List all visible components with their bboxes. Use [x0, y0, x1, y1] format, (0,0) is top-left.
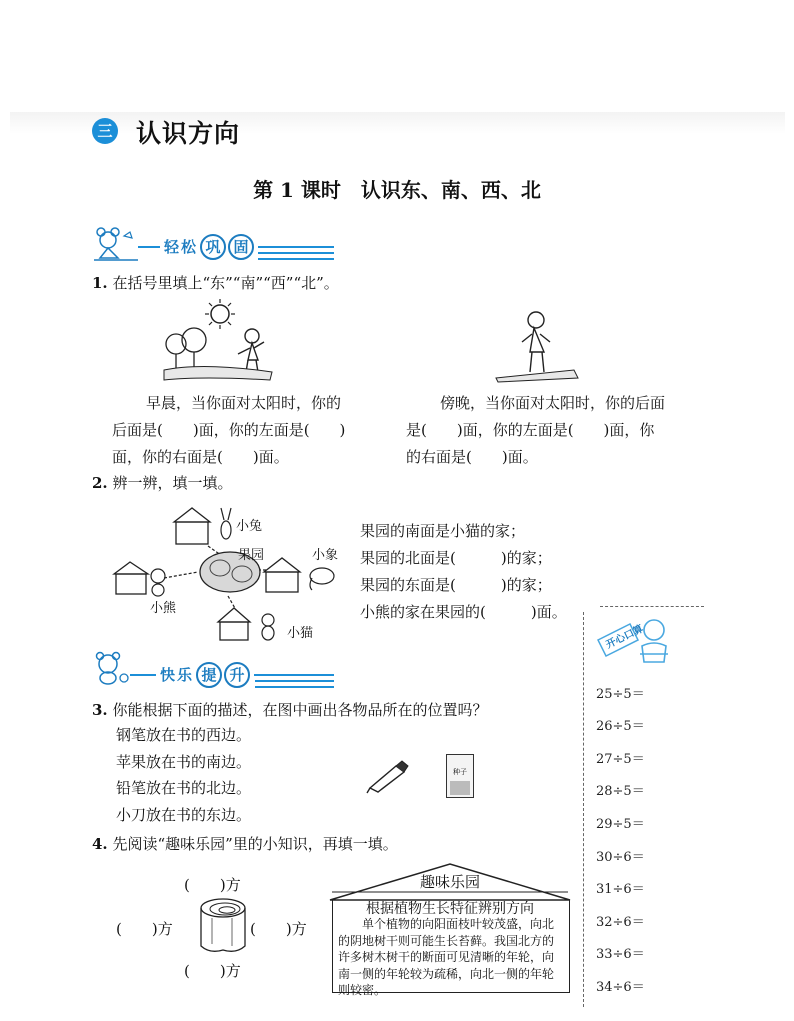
- lesson-title: 第 1 课时 认识东、南、西、北: [253, 178, 541, 202]
- banner-circle-char: 巩: [200, 234, 226, 260]
- book-cover-art: [450, 781, 470, 795]
- section-banner-consolidate: [160, 234, 258, 260]
- fun-garden-heading: 根据植物生长特征辨别方向: [366, 901, 534, 917]
- text-line: 早晨，当你面对太阳时，你的: [146, 394, 342, 412]
- cat-icon: [262, 614, 274, 640]
- text-line: 钢笔放在书的西边。: [116, 726, 252, 744]
- fun-garden-text: 单个植物的向阳面枝叶较茂盛，向北的阴地树干则可能生长苔藓。我国北方的许多树木树干的断面可见清晰的年轮，向南一侧的年轮较为疏稀，向北一侧的年轮则较密。: [338, 917, 555, 997]
- drill-item: 28÷5＝: [596, 784, 645, 799]
- morning-scene-illustration: [162, 298, 282, 384]
- shadow-icon: [496, 370, 578, 382]
- banner-label: 轻松: [164, 238, 199, 256]
- label-elephant: 小象: [312, 548, 339, 563]
- question-number: 2.: [92, 474, 108, 492]
- bear-mascot-icon: [92, 650, 132, 686]
- label-bear: 小熊: [150, 601, 177, 616]
- banner-circle-char: 固: [228, 234, 254, 260]
- stump-blank-right: ( )方: [250, 920, 307, 938]
- banner-circle-char: 升: [224, 662, 250, 688]
- question-number: 3.: [92, 701, 108, 719]
- question-2: [92, 470, 232, 496]
- question-3: [92, 697, 487, 723]
- drill-item: 34÷6＝: [596, 980, 645, 995]
- text-line: 是( )面，你的左面是( )面，你: [406, 421, 655, 439]
- sidebar-title: 开心口算: [604, 623, 646, 652]
- question-4: [92, 831, 398, 857]
- text-line: 铅笔放在书的北边。: [116, 779, 252, 797]
- question-text: 辨一辨，填一填。: [112, 474, 233, 492]
- label-rabbit: 小兔: [236, 519, 263, 534]
- bear-house-icon: [114, 562, 148, 594]
- drill-item: 29÷5＝: [596, 817, 645, 832]
- rabbit-icon: [221, 508, 231, 539]
- drill-item: 31÷6＝: [596, 882, 645, 897]
- q1-evening-text: [406, 390, 665, 471]
- banner-rule: [250, 252, 334, 254]
- sun-icon: [205, 299, 235, 329]
- trees-icon: [166, 328, 206, 368]
- q1-morning-text: [112, 390, 345, 471]
- sidebar-divider: [583, 612, 584, 1007]
- question-text: 你能根据下面的描述，在图中画出各物品所在的位置吗？: [112, 701, 488, 719]
- q2-statements: [360, 518, 567, 626]
- section-banner-improve: [156, 662, 254, 688]
- drill-item: 26÷5＝: [596, 719, 645, 734]
- banner-rule: [250, 258, 334, 260]
- stump-blank-top: ( )方: [184, 876, 241, 894]
- text-line: 小熊的家在果园的( )面。: [360, 603, 567, 621]
- banner-rule: [255, 686, 334, 688]
- label-orchard: 果园: [238, 548, 265, 563]
- question-number: 1.: [92, 274, 108, 292]
- text-line: 小刀放在书的东边。: [116, 805, 252, 824]
- bear-icon: [151, 569, 165, 596]
- text-line: 果园的东面是( )的家；: [360, 576, 552, 594]
- header-band: [10, 112, 785, 134]
- mouse-mascot-icon: [92, 226, 140, 262]
- banner-circle-char: 提: [196, 662, 222, 688]
- girl-icon: [522, 312, 550, 372]
- drill-item: 27÷5＝: [596, 752, 645, 767]
- question-text: 在括号里填上“东”“南”“西”“北”。: [112, 274, 339, 292]
- drill-item: 25÷5＝: [596, 687, 645, 702]
- drill-item: 32÷6＝: [596, 915, 645, 930]
- q3-items: [116, 722, 251, 828]
- text-line: 果园的北面是( )的家；: [360, 549, 552, 567]
- text-line: 的右面是( )面。: [406, 448, 538, 466]
- rabbit-house-icon: [174, 508, 210, 544]
- drill-item: 33÷6＝: [596, 947, 645, 962]
- girl-icon: [238, 329, 264, 372]
- kid-reading-icon: [640, 620, 668, 662]
- banner-rule: [255, 680, 334, 682]
- drill-item: 30÷6＝: [596, 850, 645, 865]
- question-1: [92, 270, 339, 296]
- question-text: 先阅读“趣味乐园”里的小知识，再填一填。: [112, 835, 398, 853]
- book-icon: [446, 754, 474, 798]
- stump-blank-bottom: ( )方: [184, 962, 241, 980]
- label-cat: 小猫: [287, 626, 314, 641]
- text-line: 后面是( )面，你的左面是( ): [112, 421, 346, 439]
- fun-garden-box: [328, 862, 572, 997]
- cat-house-icon: [218, 608, 250, 640]
- elephant-house-icon: [264, 558, 300, 592]
- text-line: 面，你的右面是( )面。: [112, 448, 289, 466]
- fun-garden-title: 趣味乐园: [419, 873, 480, 891]
- elephant-icon: [310, 568, 334, 590]
- stump-blank-left: ( )方: [116, 920, 173, 938]
- sidebar-divider: [600, 606, 704, 607]
- evening-scene-illustration: [490, 298, 580, 384]
- banner-label: 快乐: [160, 666, 195, 684]
- book-title: 种子: [453, 768, 467, 776]
- tree-stump-icon: [196, 896, 250, 958]
- question-number: 4.: [92, 835, 108, 853]
- text-line: 果园的南面是小猫的家；: [360, 522, 526, 540]
- ground-icon: [164, 366, 272, 380]
- text-line: 苹果放在书的南边。: [116, 752, 252, 771]
- unit-number-icon: 三: [92, 118, 118, 144]
- pen-icon: [366, 758, 410, 794]
- unit-title: 认识方向: [136, 119, 241, 148]
- text-line: 傍晚，当你面对太阳时，你的后面: [440, 394, 666, 412]
